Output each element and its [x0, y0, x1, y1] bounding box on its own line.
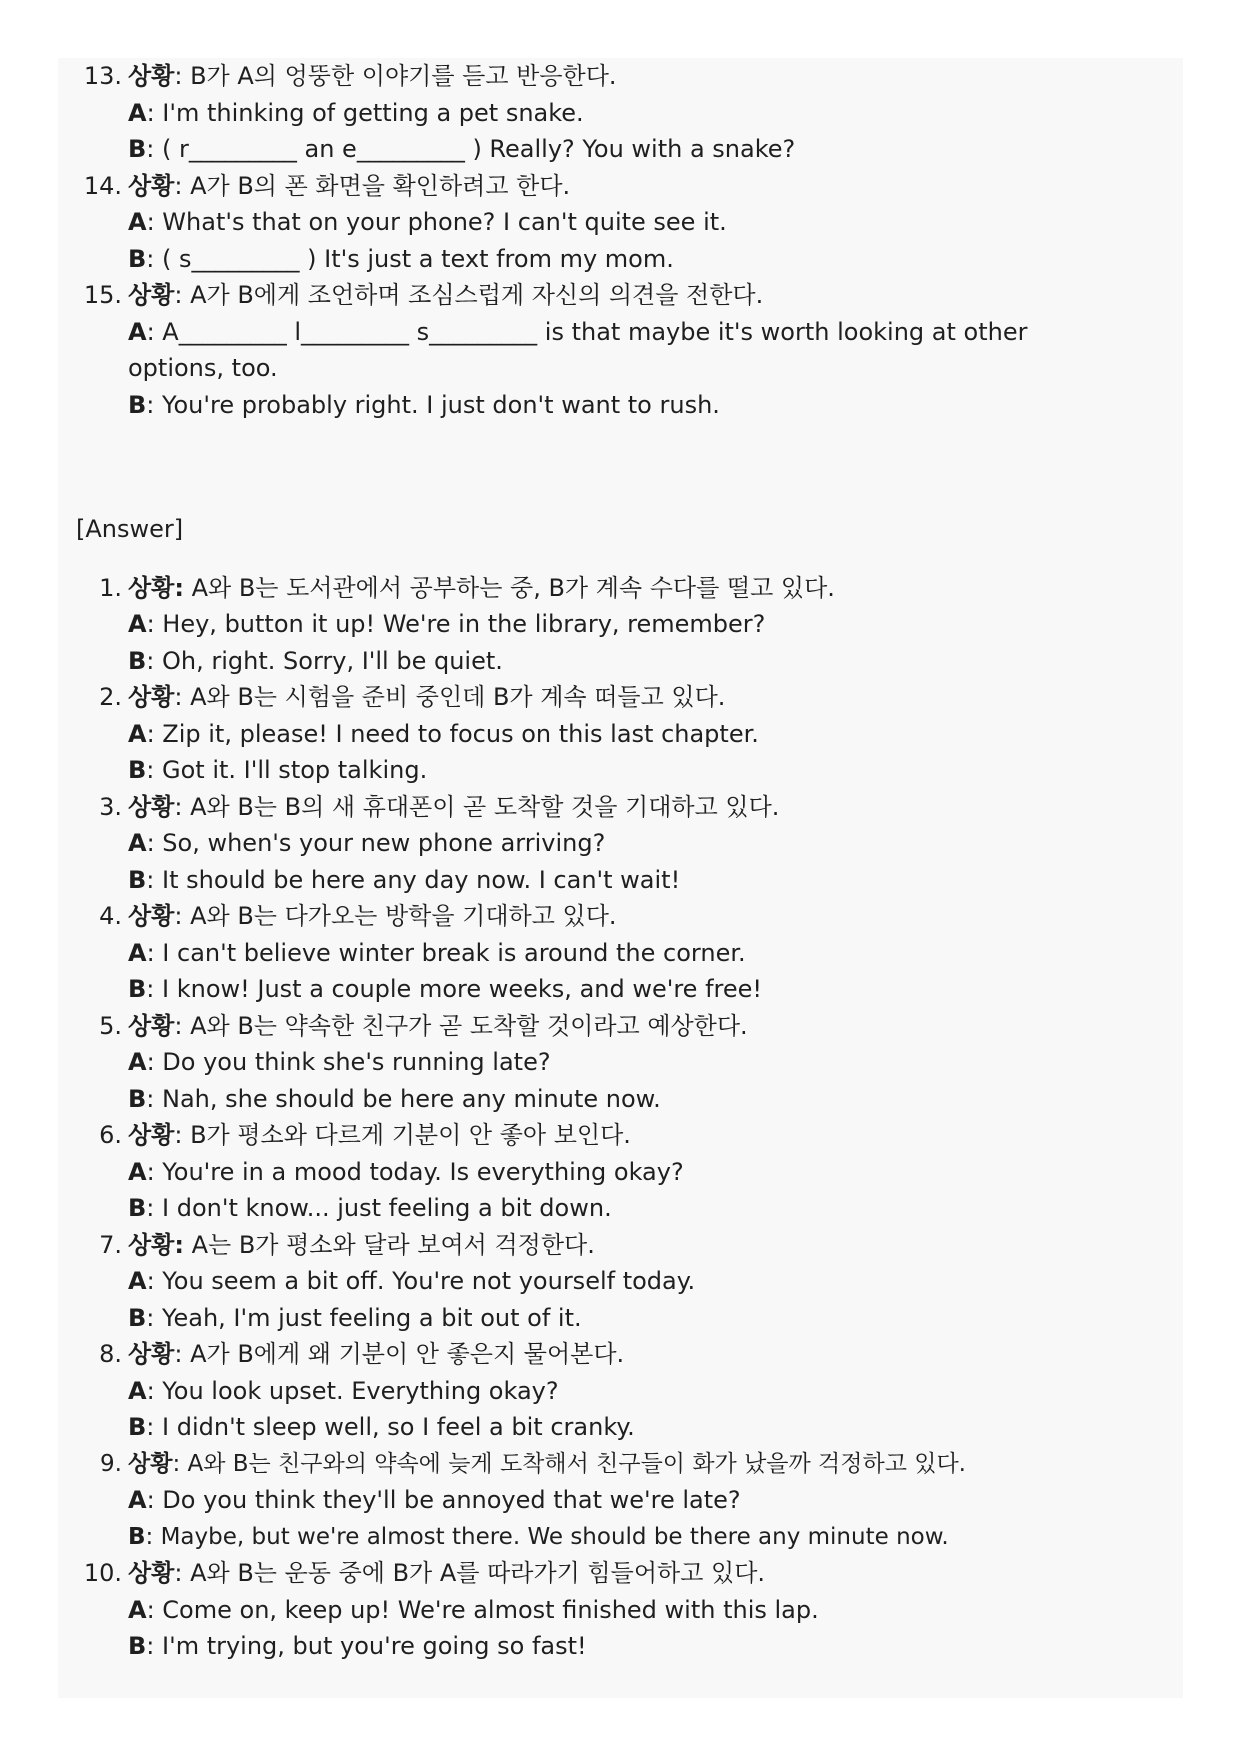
dialogue-text: : Maybe, but we're almost there. We should be there any minute now.: [145, 1523, 949, 1550]
speaker-label: A: [128, 719, 147, 748]
situation-text: A와 B는 도서관에서 공부하는 중, B가 계속 수다를 떨고 있다.: [183, 573, 835, 602]
item-number: 9.: [100, 1450, 122, 1477]
situation-label: 상황: [128, 1450, 173, 1477]
situation-line: [58, 789, 1183, 826]
situation-label: 상황: [128, 1121, 175, 1149]
situation-line: [58, 168, 1183, 205]
dialogue-text: : You look upset. Everything okay?: [146, 1376, 559, 1405]
situation-line: [58, 1555, 1183, 1592]
answer-item-5: [58, 1008, 1183, 1118]
situation-label: 상황:: [128, 573, 184, 602]
situation-label: 상황: [128, 1011, 175, 1040]
dialogue-line-a: [58, 1373, 1183, 1410]
dialogue-text: : A_________ l_________ s_________ is that maybe it's worth looking at other options, too.: [128, 317, 1028, 382]
speaker-label: A: [128, 1376, 147, 1405]
situation-line: [58, 1336, 1183, 1373]
item-number: 14.: [83, 171, 122, 200]
question-item-14: [58, 168, 1183, 278]
situation-line: [58, 1446, 1183, 1483]
situation-label: 상황: [128, 792, 175, 821]
dialogue-line-a: [58, 716, 1183, 753]
dialogue-text: : It should be here any day now. I can't wait!: [146, 865, 681, 894]
item-number: 8.: [99, 1340, 122, 1368]
dialogue-line-b: [58, 1300, 1183, 1337]
answer-heading: [Answer]: [76, 515, 184, 543]
dialogue-line-a: [58, 1592, 1183, 1629]
question-item-13: [58, 58, 1183, 168]
speaker-label: B: [128, 1084, 147, 1113]
dialogue-line-b: [58, 1081, 1183, 1118]
situation-line: [58, 277, 1183, 314]
speaker-label: B: [128, 1303, 147, 1332]
dialogue-line-b: [58, 1628, 1183, 1665]
question-list: [58, 58, 1183, 423]
item-number: 2.: [99, 683, 122, 711]
answer-item-3: [58, 789, 1183, 899]
dialogue-text: : Zip it, please! I need to focus on this last chapter.: [146, 719, 759, 748]
dialogue-line-b: [58, 1519, 1183, 1556]
situation-label: 상황: [128, 281, 175, 309]
answer-item-1: [58, 570, 1183, 680]
speaker-label: A: [128, 98, 147, 127]
situation-line: [58, 679, 1183, 716]
dialogue-text: : ( r_________ an e_________ ) Really? You with a snake?: [146, 135, 796, 163]
answer-item-2: [58, 679, 1183, 789]
dialogue-text: : I'm trying, but you're going so fast!: [146, 1632, 587, 1660]
dialogue-text: : Hey, button it up! We're in the library, remember?: [146, 610, 766, 638]
dialogue-text: : I'm thinking of getting a pet snake.: [146, 98, 584, 127]
question-item-15: [58, 277, 1183, 423]
dialogue-line-b: [58, 241, 1183, 278]
situation-line: [58, 1117, 1183, 1154]
dialogue-line-a: [58, 825, 1183, 862]
item-number: 7.: [99, 1230, 122, 1259]
situation-text: : B가 평소와 다르게 기분이 안 좋아 보인다.: [174, 1121, 631, 1149]
situation-text: : A와 B는 다가오는 방학을 기대하고 있다.: [174, 902, 617, 930]
situation-text: : A와 B는 친구와의 약속에 늦게 도착해서 친구들이 화가 났을까 걱정하고 있다.: [172, 1450, 966, 1477]
dialogue-line-a: [58, 204, 1183, 241]
dialogue-text: : Yeah, I'm just feeling a bit out of it.: [146, 1303, 582, 1332]
speaker-label: A: [128, 829, 147, 857]
dialogue-line-a: [58, 1263, 1183, 1300]
situation-line: [58, 1008, 1183, 1045]
situation-text: : A와 B는 약속한 친구가 곧 도착할 것이라고 예상한다.: [174, 1011, 748, 1040]
situation-label: 상황:: [128, 1230, 184, 1259]
situation-label: 상황: [128, 683, 175, 711]
answer-item-8: [58, 1336, 1183, 1446]
situation-text: : A가 B의 폰 화면을 확인하려고 한다.: [174, 171, 571, 200]
speaker-label: A: [128, 1048, 147, 1076]
dialogue-line-b: [58, 862, 1183, 899]
item-number: 6.: [99, 1121, 122, 1149]
answer-item-7: [58, 1227, 1183, 1337]
speaker-label: A: [128, 1486, 147, 1514]
document-content: [58, 58, 1183, 1665]
speaker-label: A: [128, 317, 147, 346]
dialogue-text: : I didn't sleep well, so I feel a bit cranky.: [146, 1413, 635, 1441]
speaker-label: A: [128, 610, 147, 638]
dialogue-text: : Do you think they'll be annoyed that we're late?: [146, 1486, 741, 1514]
item-number: 13.: [83, 62, 122, 90]
speaker-label: B: [128, 1523, 146, 1550]
dialogue-line-a: [58, 95, 1183, 132]
dialogue-line-b: [58, 971, 1183, 1008]
speaker-label: A: [128, 208, 147, 236]
dialogue-text: : Do you think she's running late?: [146, 1048, 551, 1076]
situation-line: [58, 58, 1183, 95]
situation-line: [58, 1227, 1183, 1264]
speaker-label: B: [128, 975, 147, 1003]
document-page: [58, 58, 1183, 1698]
dialogue-line-a: [58, 1482, 1183, 1519]
item-number: 10.: [83, 1559, 122, 1587]
dialogue-line-b: [58, 643, 1183, 680]
speaker-label: B: [128, 244, 147, 273]
situation-label: 상황: [128, 62, 175, 90]
situation-label: 상황: [128, 171, 175, 200]
dialogue-text: : You're in a mood today. Is everything okay?: [146, 1157, 684, 1186]
speaker-label: B: [128, 646, 147, 675]
dialogue-text: : Come on, keep up! We're almost finished with this lap.: [146, 1595, 819, 1624]
situation-text: : A와 B는 시험을 준비 중인데 B가 계속 떠들고 있다.: [174, 683, 726, 711]
dialogue-text: : So, when's your new phone arriving?: [146, 829, 606, 857]
dialogue-text: : I can't believe winter break is around the corner.: [146, 938, 746, 967]
dialogue-line-b: [58, 387, 1183, 424]
situation-line: [58, 898, 1183, 935]
situation-text: : A가 B에게 조언하며 조심스럽게 자신의 의견을 전한다.: [174, 281, 764, 309]
situation-line: [58, 570, 1183, 607]
dialogue-text: : I don't know... just feeling a bit down.: [146, 1194, 612, 1222]
situation-label: 상황: [128, 902, 175, 930]
dialogue-text: : I know! Just a couple more weeks, and we're free!: [146, 975, 763, 1003]
dialogue-text: : You seem a bit off. You're not yourself today.: [146, 1267, 696, 1295]
dialogue-line-a: [58, 935, 1183, 972]
dialogue-line-b: [58, 1190, 1183, 1227]
dialogue-text: : Nah, she should be here any minute now.: [146, 1084, 661, 1113]
item-number: 4.: [99, 902, 122, 930]
speaker-label: A: [128, 1267, 147, 1295]
speaker-label: B: [128, 390, 147, 419]
dialogue-text: : ( s_________ ) It's just a text from my mom.: [146, 244, 674, 273]
dialogue-line-b: [58, 752, 1183, 789]
situation-label: 상황: [128, 1559, 175, 1587]
situation-text: A는 B가 평소와 달라 보여서 걱정한다.: [183, 1230, 595, 1259]
dialogue-text: : Oh, right. Sorry, I'll be quiet.: [146, 646, 503, 675]
speaker-label: B: [128, 1413, 147, 1441]
answer-item-10: [58, 1555, 1183, 1665]
dialogue-text: : You're probably right. I just don't want to rush.: [146, 390, 720, 419]
dialogue-line-b: [58, 1409, 1183, 1446]
dialogue-text: : What's that on your phone? I can't quite see it.: [146, 208, 727, 236]
dialogue-line-a: [58, 1154, 1183, 1191]
dialogue-text: : Got it. I'll stop talking.: [146, 756, 428, 784]
situation-text: : A와 B는 B의 새 휴대폰이 곧 도착할 것을 기대하고 있다.: [174, 792, 780, 821]
answer-list: [58, 570, 1183, 1665]
item-number: 1.: [99, 573, 122, 602]
speaker-label: A: [128, 938, 147, 967]
speaker-label: B: [128, 1194, 147, 1222]
dialogue-line-a: [58, 1044, 1183, 1081]
situation-text: : A와 B는 운동 중에 B가 A를 따라가기 힘들어하고 있다.: [174, 1559, 766, 1587]
speaker-label: A: [128, 1595, 147, 1624]
situation-text: : A가 B에게 왜 기분이 안 좋은지 물어본다.: [174, 1340, 625, 1368]
answer-item-4: [58, 898, 1183, 1008]
speaker-label: A: [128, 1157, 147, 1186]
situation-label: 상황: [128, 1340, 175, 1368]
answer-item-9: [58, 1446, 1183, 1556]
speaker-label: B: [128, 1632, 147, 1660]
speaker-label: B: [128, 865, 147, 894]
speaker-label: B: [128, 756, 147, 784]
speaker-label: B: [128, 135, 147, 163]
dialogue-line-b: [58, 131, 1183, 168]
dialogue-line-a: [58, 314, 1128, 387]
item-number: 3.: [99, 792, 122, 821]
answer-item-6: [58, 1117, 1183, 1227]
item-number: 5.: [99, 1011, 122, 1040]
dialogue-line-a: [58, 606, 1183, 643]
item-number: 15.: [83, 281, 122, 309]
situation-text: : B가 A의 엉뚱한 이야기를 듣고 반응한다.: [174, 62, 617, 90]
